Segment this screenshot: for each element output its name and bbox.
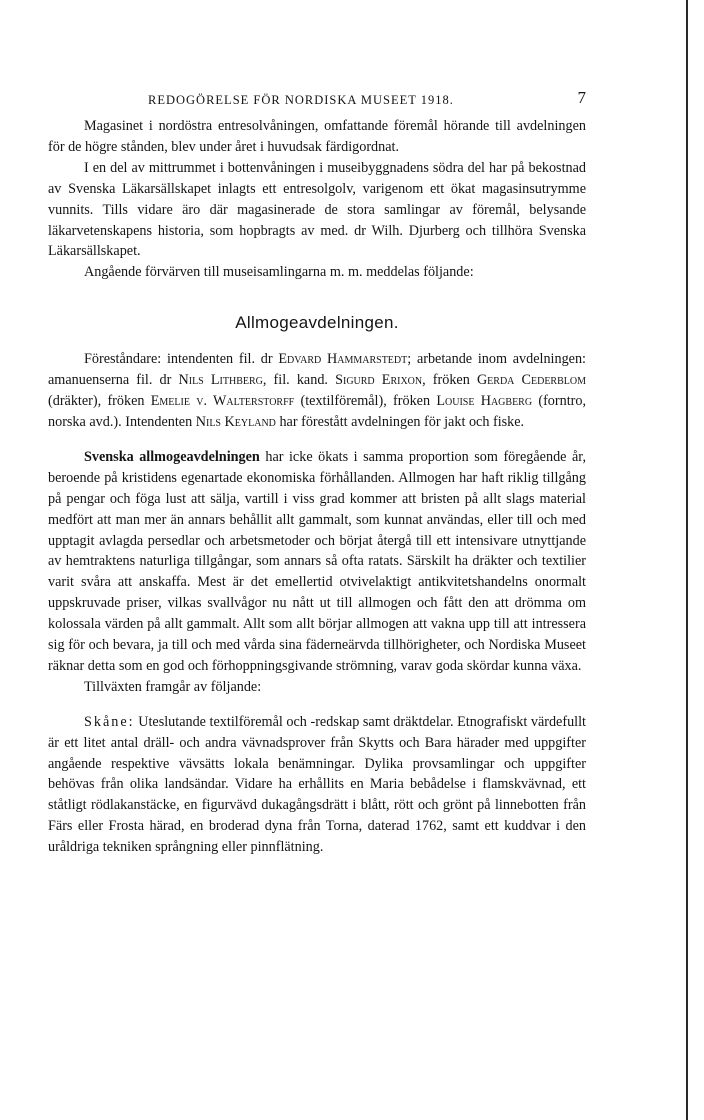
staff-text: , fil. kand. <box>262 372 336 389</box>
section-heading: Allmogeavdelningen. <box>235 313 399 333</box>
staff-name: Emelie v. Walterstorff <box>150 393 295 410</box>
staff-text: har förestått avdelningen för jakt och fiske. <box>275 413 525 430</box>
staff-paragraph <box>48 349 586 433</box>
document-page <box>48 88 586 858</box>
skane-paragraph <box>48 712 586 858</box>
spacer <box>48 698 586 712</box>
intro-paragraph-1: Magasinet i nordöstra entresolvåningen, omfattande föremål hörande till avdelningen för de högre stånden, blev under året i huvudsak färdigordnat. <box>48 118 586 155</box>
bold-lead: Svenska allmogeavdelningen <box>84 448 260 465</box>
staff-text: , fröken <box>422 372 477 389</box>
staff-name: Edvard Hammarstedt <box>278 351 408 368</box>
body-text: har icke ökats i samma proportion som föregående år, beroende på kristidens egenartade ekonomiska förhållanden. Allmogen har haft riklig tillgång på pengar och föga lust att sälja, vartill i viss grad kommer att bristen på allt slags material medfört att man mer än annars behållit allt gammalt, som kunnat användas, eller till och med upptagit avlagda persedlar och arbetsmetoder och börjat återgå till ett intensivare utnyttjande av hemtraktens naturliga tillgångar, som annars så ofta ratats. Särskilt ha dräkter och textilier varit svåra att anskaffa. Mest är det emellertid otvivelaktigt antikvitetshandelns onormalt uppskruvade priser, vilkas svallvågor nu nått ut till allmogen och fått den att drömma om kolossala värden på allt gammalt. Allt som allt börjar allmogen att vakna upp till att intressera sig för och bevara, ja till och med vårda sina fäderneärvda tillhörigheter, och Nordiska Museet räknar detta som en god och förhoppningsgivande strömning, varav goda skördar kunna växa. <box>48 448 586 674</box>
staff-name: Gerda Cederblom <box>476 372 586 389</box>
staff-text: (dräkter), fröken <box>48 393 151 410</box>
staff-text: (textilföremål), fröken <box>294 393 437 410</box>
staff-text: Föreståndare: intendenten fil. dr <box>84 351 279 368</box>
body-text: Uteslutande textilföremål och -redskap samt dräktdelar. Etnografiskt värdefullt är ett litet antal dräll- och andra vävnadsprover från Skytts och Bara härader med uppgifter angående respektive vävsätts lokala benämningar. Dylika provsamlingar och uppgifter behövas från olika landsändar. Vidare ha erhållits en Maria bebådelse i flamskvävnad, ett ståtligt rödlakanstäcke, en figurvävd dukagångsdrätt i blått, rött och grönt på linnebotten från Färs eller Frosta härad, en broderad dyna från Torna, daterad 1762, samt ett kuddvar i den uråldriga tekniken språngning eller pinnflätning. <box>48 713 586 856</box>
page-number: 7 <box>577 88 586 107</box>
intro-paragraph-2: I en del av mittrummet i bottenvåningen i museibyggnadens södra del har på bekostnad av Svenska Läkarsällskapet inlagts ett entresolgolv, varigenom ett ökat magasinsutrymme vunnits. Tills vidare äro där magasinerade de stora samlingar av föremål, belysande läkarvetenskapens historia, som hopbragts av med. dr Wilh. Djurberg och tillhöra Svenska Läkarsällskapet. <box>48 159 586 260</box>
region-label: Skåne: <box>84 713 135 730</box>
body-paragraph-1 <box>48 447 586 677</box>
staff-text: ; arbetande inom avdelningen: amanuenserna fil. dr <box>48 351 587 389</box>
page-edge-rule <box>686 0 688 1120</box>
staff-name: Sigurd Erixon <box>335 372 423 389</box>
staff-name: Nils Lithberg <box>178 372 263 389</box>
spacer <box>48 433 586 447</box>
running-title: REDOGÖRELSE FÖR NORDISKA MUSEET 1918. <box>148 93 454 107</box>
staff-name: Nils Keyland <box>195 413 276 430</box>
staff-name: Louise Hagberg <box>436 393 533 410</box>
staff-text: (forntro, norska avd.). Intendenten <box>48 393 587 430</box>
body-paragraph-2: Tillväxten framgår av följande: <box>84 678 262 695</box>
intro-paragraph-3: Angående förvärven till museisamlingarna m. m. meddelas följande: <box>84 264 474 281</box>
page-header <box>48 88 586 116</box>
